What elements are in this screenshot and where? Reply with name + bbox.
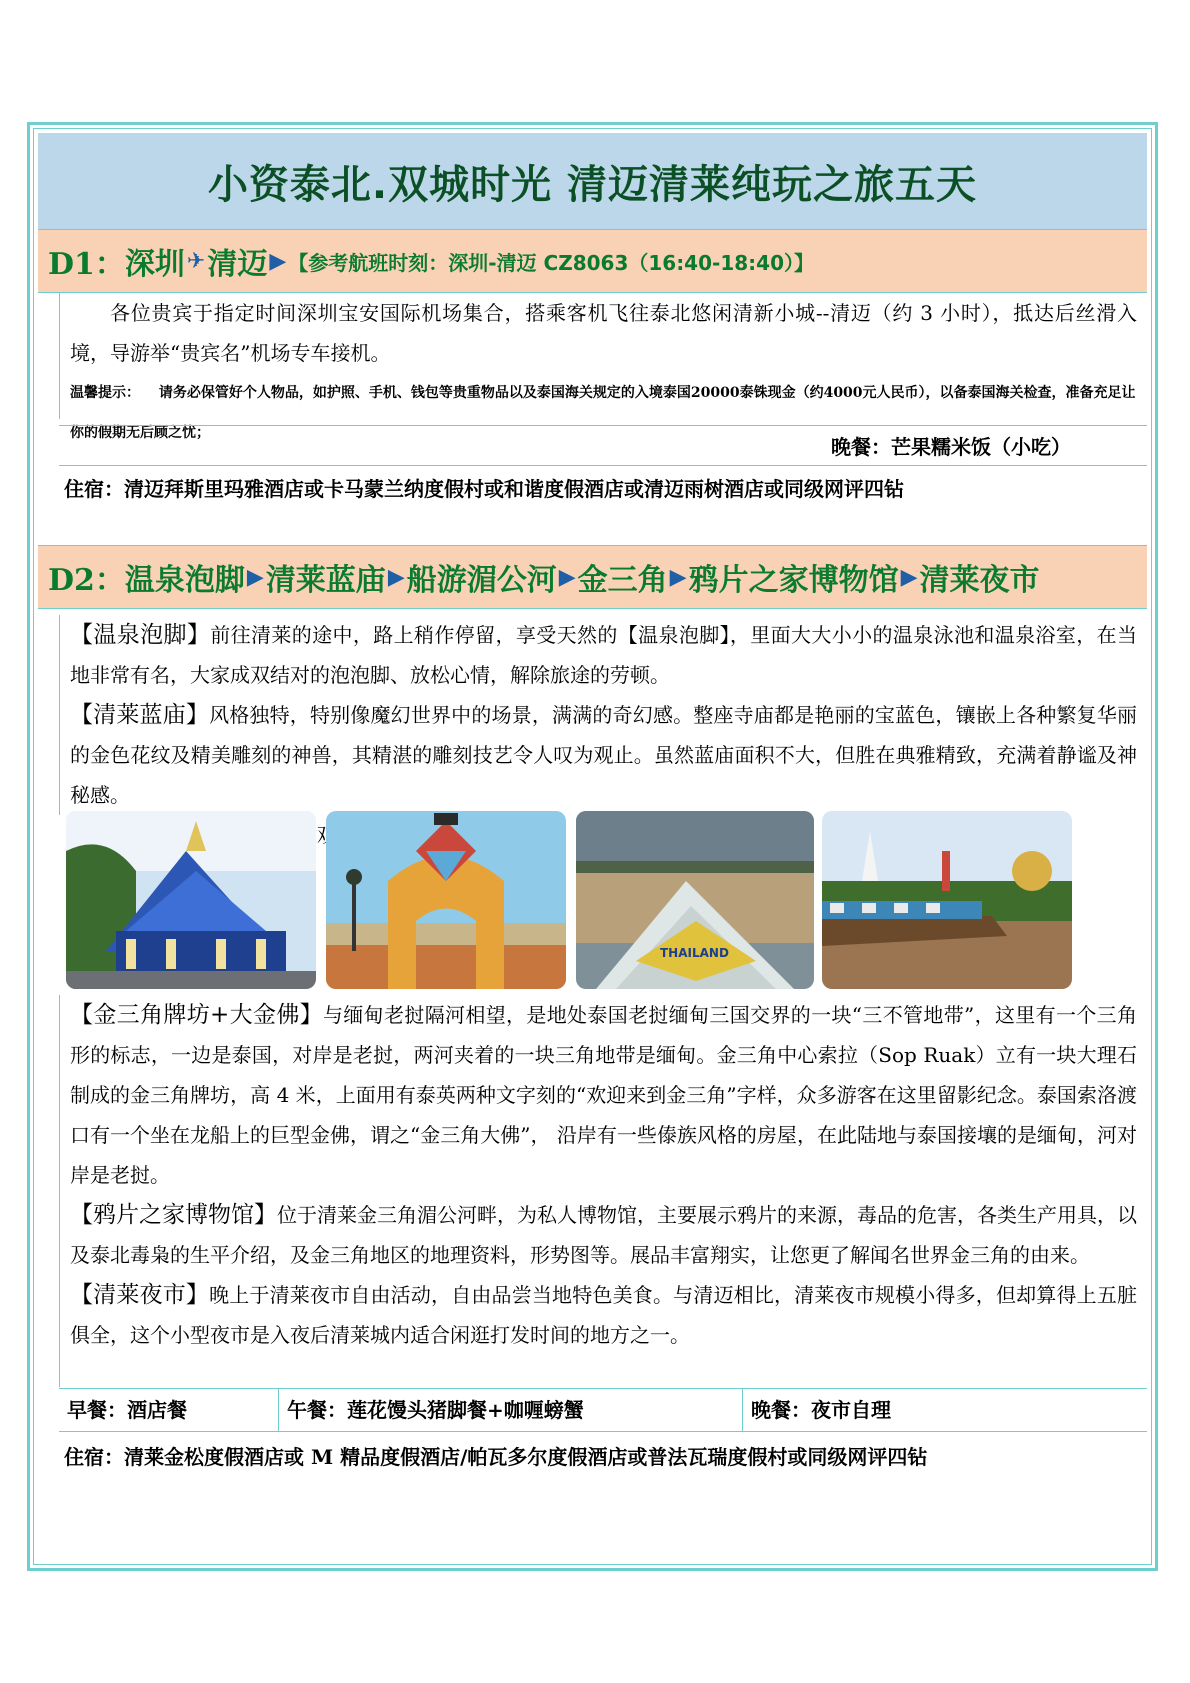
day2-dinner: 晚餐：夜市自理 (751, 1398, 891, 1422)
section-text: 位于清莱金三角湄公河畔，为私人博物馆，主要展示鸦片的来源，毒品的危害，各类生产用具，以及泰北毒枭的生平介绍，及金三角地区的地理资料，形势图等。展品丰富翔实，让您更了解闻名世界金三角的由来。 (70, 1203, 1137, 1267)
day2-header (38, 545, 1147, 609)
day2-stay: 住宿：清莱金松度假酒店或 M 精品度假酒店/帕瓦多尔度假酒店或普法瓦瑞度假村或同级网评四钻 (64, 1445, 928, 1469)
triangle-arrow-icon: ▶ (669, 564, 687, 590)
triangle-arrow-icon: ▶ (387, 564, 405, 590)
day2-stop: 船游湄公河 (406, 563, 557, 598)
day1-stay: 住宿：清迈拜斯里玛雅酒店或卡马蒙兰纳度假村或和谐度假酒店或清迈雨树酒店或同级网评四钻 (64, 477, 904, 501)
page-title: 小资泰北.双城时光 清迈清莱纯玩之旅五天 (207, 161, 978, 208)
itinerary-frame-inner (33, 128, 1152, 1565)
triangle-arrow-icon: ▶ (900, 564, 918, 590)
photo-blue-temple (66, 811, 316, 989)
tip-text: 请务必保管好个人物品，如护照、手机、钱包等贵重物品以及泰国海关规定的入境泰国20000泰铢现金（约4000元人民币），以备泰国海关检查，准备充足让你的假期无后顾之忧； (70, 385, 1136, 441)
day1-body (59, 293, 1147, 441)
day2-meals-row (59, 1388, 1147, 1432)
day2-stop: 鸦片之家博物馆 (688, 563, 899, 598)
section-head: 【清莱夜市】 (70, 1282, 210, 1308)
day2-lunch: 午餐：莲花馒头猪脚餐+咖喱螃蟹 (279, 1389, 743, 1431)
section-text: 与缅甸老挝隔河相望，是地处泰国老挝缅甸三国交界的一块“三不管地带”，这里有一个三角形的标志，一边是泰国，对岸是老挝，两河夹着的一块三角地带是缅甸。金三角中心索拉（Sop Ruak）立有一块大理石制成的金三角牌坊，高 4 米，上面用有泰英两种文字刻的“欢迎来到金三角”字样，众多游客在这里留影纪念。泰国索洛渡口有一个坐在龙船上的巨型金佛，谓之“金三角大佛”， 沿岸有一些傣族风格的房屋，在此陆地与泰国接壤的是缅甸，河对岸是老挝。 (70, 1003, 1137, 1187)
section-head: 【鸦片之家博物馆】 (70, 1202, 277, 1228)
title-bar (38, 133, 1147, 230)
day2-breakfast: 早餐：酒店餐 (59, 1389, 279, 1431)
day2-lower-body (59, 995, 1147, 1387)
section-head: 【温泉泡脚】 (70, 622, 211, 648)
photo-boat-bow (576, 811, 814, 989)
photo-golden-triangle-gate (326, 811, 566, 989)
day2-stop: 温泉泡脚 (124, 563, 245, 598)
section-head: 【金三角牌坊+大金佛】 (70, 1002, 323, 1028)
day2-stop: 清莱蓝庙 (265, 563, 386, 598)
divider (59, 425, 1147, 426)
divider (59, 465, 1147, 466)
photo-strip (66, 811, 1106, 989)
section-night-market (70, 1275, 1137, 1355)
triangle-arrow-icon: ▶ (269, 248, 287, 274)
day2-stop: 清莱夜市 (919, 563, 1040, 598)
triangle-arrow-icon: ▶ (558, 564, 576, 590)
day1-to: 清迈 (207, 247, 268, 282)
day1-from: 深圳 (124, 247, 185, 282)
section-blue-temple (70, 695, 1137, 815)
triangle-arrow-icon: ▶ (246, 564, 264, 590)
flight-note: 【参考航班时刻：深圳-清迈 CZ8063（16:40-18:40）】 (288, 250, 814, 275)
section-text: 风格独特，特别像魔幻世界中的场景，满满的奇幻感。整座寺庙都是艳丽的宝蓝色，镶嵌上各种繁复华丽的金色花纹及精美雕刻的神兽，其精湛的雕刻技艺令人叹为观止。虽然蓝庙面积不大，但胜在典雅精致，充满着静谧及神秘感。 (70, 703, 1138, 807)
section-head: 【清莱蓝庙】 (70, 702, 210, 728)
section-hot-spring (70, 615, 1137, 695)
day1-label: D1： (48, 247, 125, 282)
section-text: 晚上于清莱夜市自由活动，自由品尝当地特色美食。与清迈相比，清莱夜市规模小得多，但却算得上五脏俱全，这个小型夜市是入夜后清莱城内适合闲逛打发时间的地方之一。 (70, 1283, 1138, 1347)
day2-label: D2： (48, 563, 125, 598)
photo-river-boats (822, 811, 1072, 989)
day2-stop: 金三角 (577, 563, 668, 598)
day2-upper-body (59, 615, 1147, 815)
boat-bow-text: THAILAND (660, 946, 729, 960)
section-golden-triangle (70, 995, 1137, 1195)
tip-label: 温馨提示： (70, 385, 140, 401)
itinerary-frame (27, 122, 1158, 1571)
section-opium-museum (70, 1195, 1137, 1275)
section-text: 前往清莱的途中，路上稍作停留，享受天然的【温泉泡脚】，里面大大小小的温泉泳池和温泉浴室，在当地非常有名，大家成双结对的泡泡脚、放松心情，解除旅途的劳顿。 (70, 623, 1138, 687)
day1-dinner: 晚餐：芒果糯米饭（小吃） (831, 435, 1071, 459)
plane-icon: ✈ (186, 248, 206, 274)
day1-header (38, 229, 1147, 293)
day1-paragraph: 各位贵宾于指定时间深圳宝安国际机场集合，搭乘客机飞往泰北悠闲清新小城--清迈（约 3 小时），抵达后丝滑入境，导游举“贵宾名”机场专车接机。 (70, 301, 1137, 365)
